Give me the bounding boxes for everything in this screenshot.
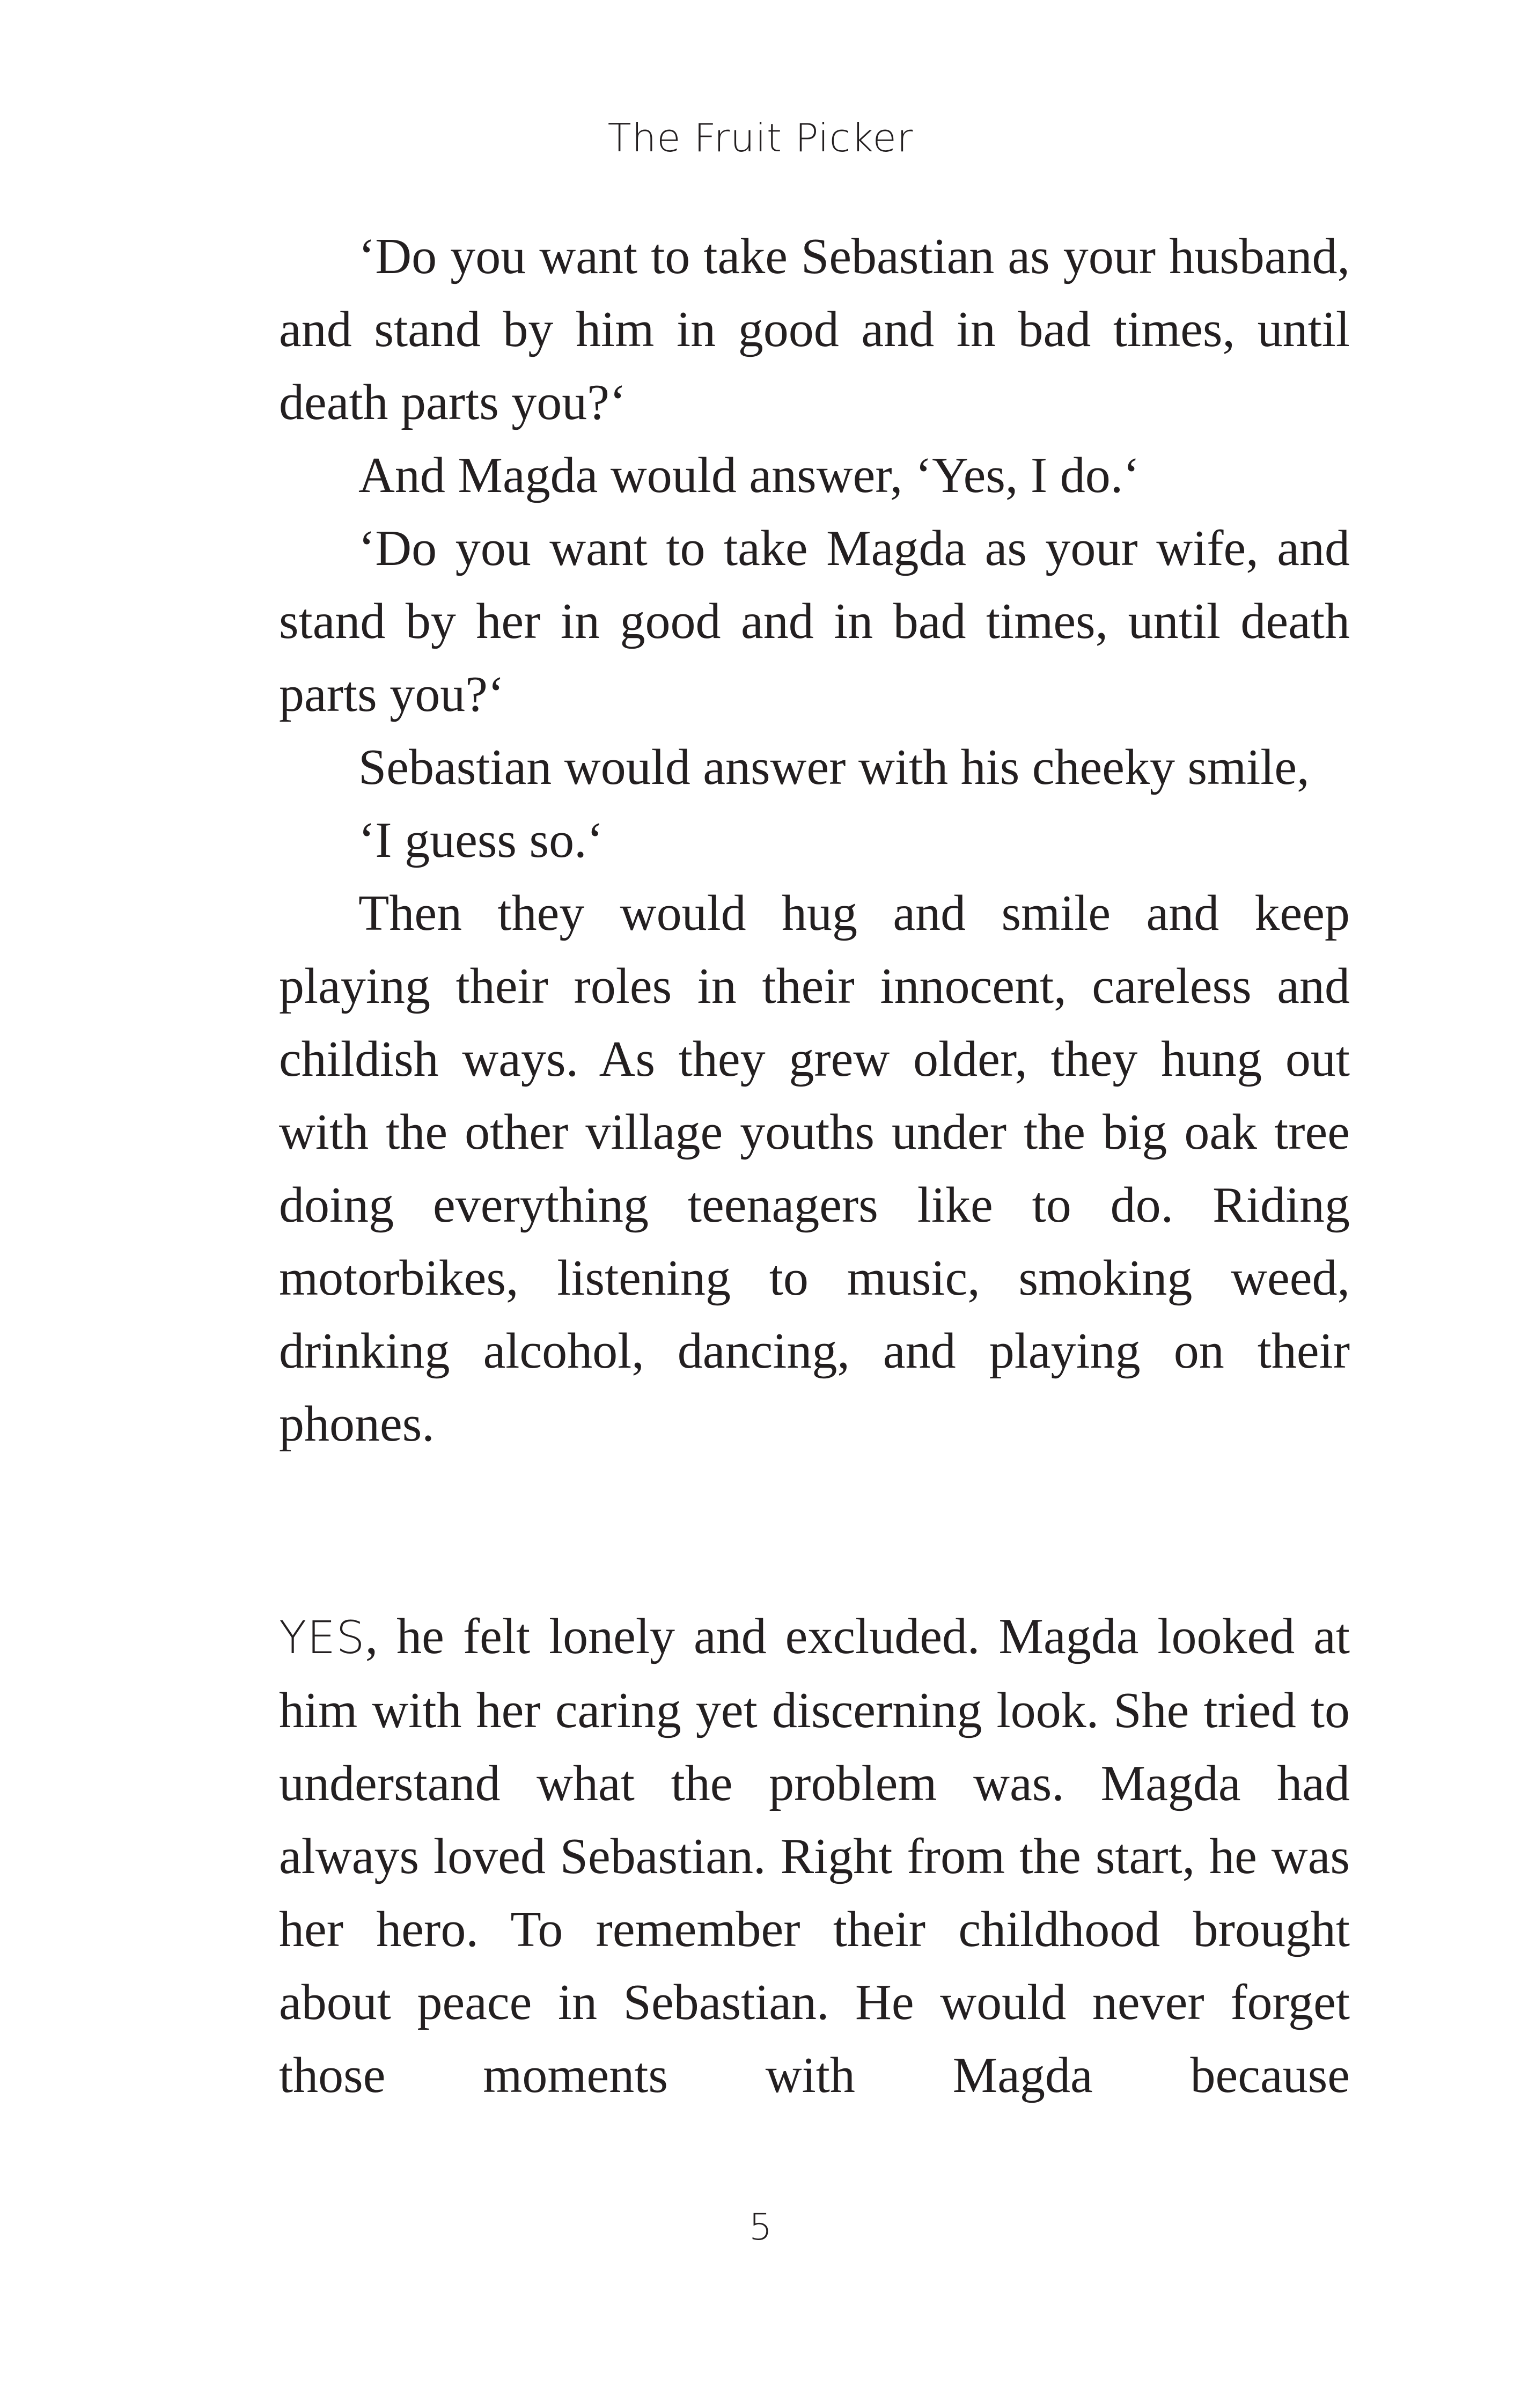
paragraph-lonely [279, 1600, 1350, 2112]
paragraph-sebastian-answer-intro: Sebastian would answer with his cheeky smile, [358, 739, 1310, 795]
page-number: 5 [748, 2206, 773, 2249]
paragraph-magda-answer: And Magda would answer, ‘Yes, I do.‘ [358, 447, 1140, 503]
running-head-title: The Fruit Picker [607, 115, 914, 160]
paragraph-vow-question-sebastian: ‘Do you want to take Sebastian as your husband, and stand by him in good and in bad times, until death parts you?‘ [279, 229, 1350, 430]
paragraph-vow-question-magda: ‘Do you want to take Magda as your wife, and stand by her in good and in bad times, until death parts you?‘ [279, 520, 1350, 722]
body-text-section-two [279, 1600, 1350, 2112]
paragraph-lonely-text: , he felt lonely and excluded. Magda looked at him with her caring yet discerning look. She tried to understand what the problem was. Magda had always loved Sebastian. Right from the start, he was her hero. To remember their childhood brought about peace in Sebastian. He would never forget those moments with Magda because [279, 1609, 1350, 2103]
paragraph-sebastian-answer: ‘I guess so.‘ [358, 812, 604, 868]
paragraph-growing-up: Then they would hug and smile and keep playing their roles in their innocent, careless and childish ways. As they grew older, they hung out with the other village youths under the big oak tree doing everything teenagers like to do. Riding motorbikes, listening to music, smoking weed, drinking alcohol, dancing, and playing on their phones. [279, 885, 1350, 1452]
body-text-section-one [279, 220, 1350, 1460]
section-lead-in: YES [279, 1611, 365, 1664]
